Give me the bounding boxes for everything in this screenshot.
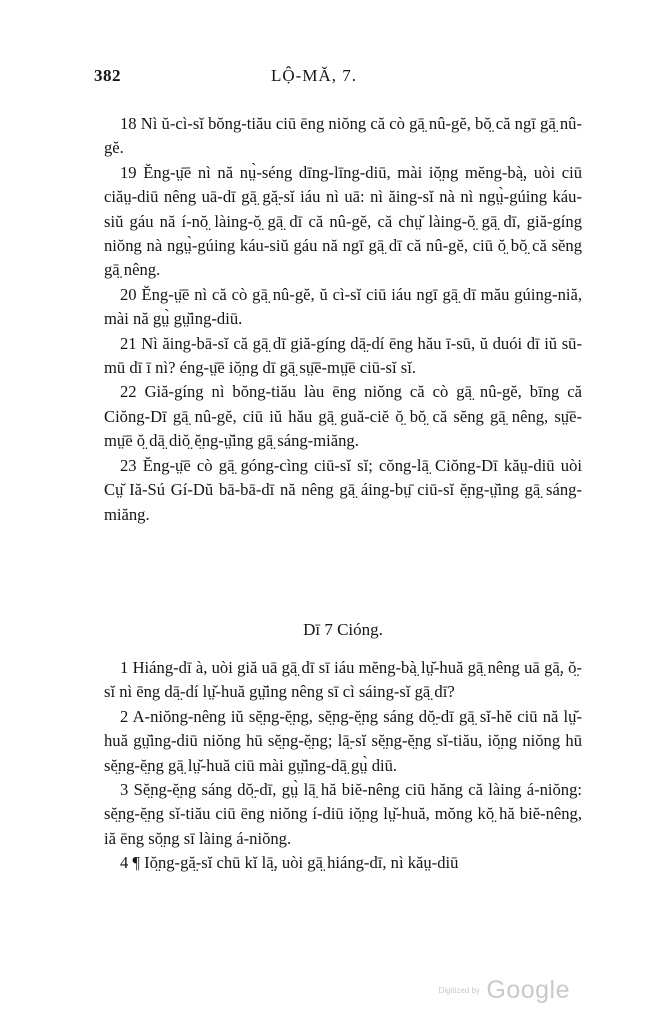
verse — [104, 161, 582, 283]
verse-number: 3 — [120, 780, 129, 800]
verse-number: 4 — [120, 853, 129, 873]
verse — [104, 332, 582, 381]
verses-top — [104, 112, 582, 527]
verse-text: Sĕ̤ng-ĕ̤ng sáng dŏ̤-dī, gṳ̀ lā̤ hă biĕ-nêng ciū hăng că làing á-niŏng: sĕ̤ng-ĕ̤ng sĭ-tiău ciū ēng niŏng í-diū iŏ̤ng lṳ̆-huă, mŏng kŏ̤ hă biĕ-nêng, iă ēng sŏ̤ng sī làing á-niŏng. — [104, 780, 583, 848]
verse-text: Ĕng-ṳ̄ē nì că cò gā̤ nû-gĕ, ŭ cì-sĭ ciū iáu ngī gā̤ dī mău gúing-niă, mài nă gṳ̀ gṳ̆ing-diū. — [104, 284, 582, 329]
page-number: 382 — [94, 66, 121, 85]
verse-text: Nì ăing-bā-sĭ că gā̤ dī giă-gíng dā̤-dí ēng hău ī-sū, ŭ duói dī iŭ sū-mū dī ī nì? éng-ṳ̄ē iŏ̤ng dī gā̤ sṳ̄ē-mṳ̄ē ciū-sĭ sĭ. — [104, 333, 582, 378]
verse-number: 1 — [120, 658, 129, 677]
verse — [104, 454, 582, 527]
verse — [104, 380, 582, 453]
verse — [104, 656, 582, 705]
verse-text: A-niŏng-nêng iŭ sĕ̤ng-ĕ̤ng, sĕ̤ng-ĕ̤ng sáng dŏ̤-dī gā̤ sĭ-hĕ ciū nă lṳ̆-huă gṳ̆ing-diū niŏng hū sĕ̤ng-ĕ̤ng; lā̤-sĭ sĕ̤ng-ĕ̤ng sĭ-tiău, iŏ̤ng niŏng hū sĕ̤ng-ĕ̤ng gā̤ lṳ̆-huă ciū mài gṳ̆ing-dā̤ gṳ̀ diū. — [104, 706, 582, 775]
verse — [104, 851, 582, 875]
watermark-small-text: Digitized by — [438, 986, 480, 995]
verse — [104, 778, 582, 851]
verse-number: 21 — [120, 333, 137, 353]
verse-number: 23 — [120, 455, 137, 475]
verses-bottom — [104, 656, 582, 876]
verse-text: Hiáng-dī à, uòi giă uā gā̤ dī sī iáu mĕng-bà̤ lṳ̆-huă gā̤ nêng uā gā̤, ŏ̤-sĭ nì ēng dā̤-dí lṳ̆-huă gṳ̆ing nêng sī cì sáing-sĭ gā̤ dī? — [104, 658, 582, 702]
verse-text: Nì ŭ-cì-sĭ bŏng-tiău ciū ēng niŏng că cò gā̤ nû-gĕ, bŏ̤ că ngī gā̤ nû-gĕ. — [104, 114, 582, 158]
verse-number: 2 — [120, 706, 129, 726]
verse-text: Ĕng-ṳ̄ē cò gā̤ góng-cìng ciū-sĭ sĭ; cŏng-lā̤ Ciŏng-Dī kăṳ-diū uòi Cṳ̆ Iă-Sú Gí-Dŭ bā-bā-dī nă nêng gā̤ áing-bṳ̄ ciū-sĭ ĕ̤ng-ṳ̆ing gā̤ sáng-miăng. — [104, 455, 582, 524]
digitized-by-google-watermark — [439, 976, 570, 1005]
verse-number: 22 — [120, 382, 137, 402]
verse-text: ¶ Iŏ̤ng-gă̤-sĭ chū kĭ lā̤, uòi gā̤ hiáng-dī, nì kăṳ-diū — [132, 853, 459, 873]
page-header — [94, 66, 534, 90]
running-title: LỘ-MĂ, 7. — [271, 66, 357, 85]
verse-number: 18 — [120, 114, 137, 133]
google-logo: Google — [486, 976, 570, 1004]
verse — [104, 112, 582, 161]
verse — [104, 283, 582, 332]
verse-number: 20 — [120, 284, 137, 304]
verse-text: Ĕng-ṳ̄ē nì nă nṳ̀-séng dīng-līng-diū, mài iŏ̤ng mĕng-bà̤, uòi ciū ciăṳ-diū nêng uā-dī gā̤ gă̤-sĭ iáu nì uā: nì ăing-sĭ nà nì ngṳ̀-gúing káu-siŭ gáu nă í-nŏ̤ làing-ŏ̤ gā̤ dī că nû-gĕ, că chṳ̆ làing-ŏ̤ gā̤ dī, giă-gíng niŏng nà ngṳ̀-gúing káu-siŭ gáu nă ngī gā̤ dī că nû-gĕ, ciū ŏ̤ bŏ̤ că sĕng gā̤ nêng. — [104, 162, 583, 280]
verse-text: Giă-gíng nì bŏng-tiău làu ēng niŏng că cò gā̤ nû-gĕ, bīng că Ciŏng-Dī gā̤ nû-gĕ, ciū iŭ hău gā̤ guă-ciĕ ŏ̤ bŏ̤ că sĕng gā̤ nêng, sṳ̄ē-mṳ̄ē ŏ̤ dā̤ diŏ̤ ĕ̤ng-ṳ̆ing gā̤ sáng-miăng. — [104, 382, 582, 451]
verse-number: 19 — [120, 162, 137, 182]
verse — [104, 705, 582, 778]
chapter-heading: Dī 7 Cióng. — [303, 620, 383, 639]
